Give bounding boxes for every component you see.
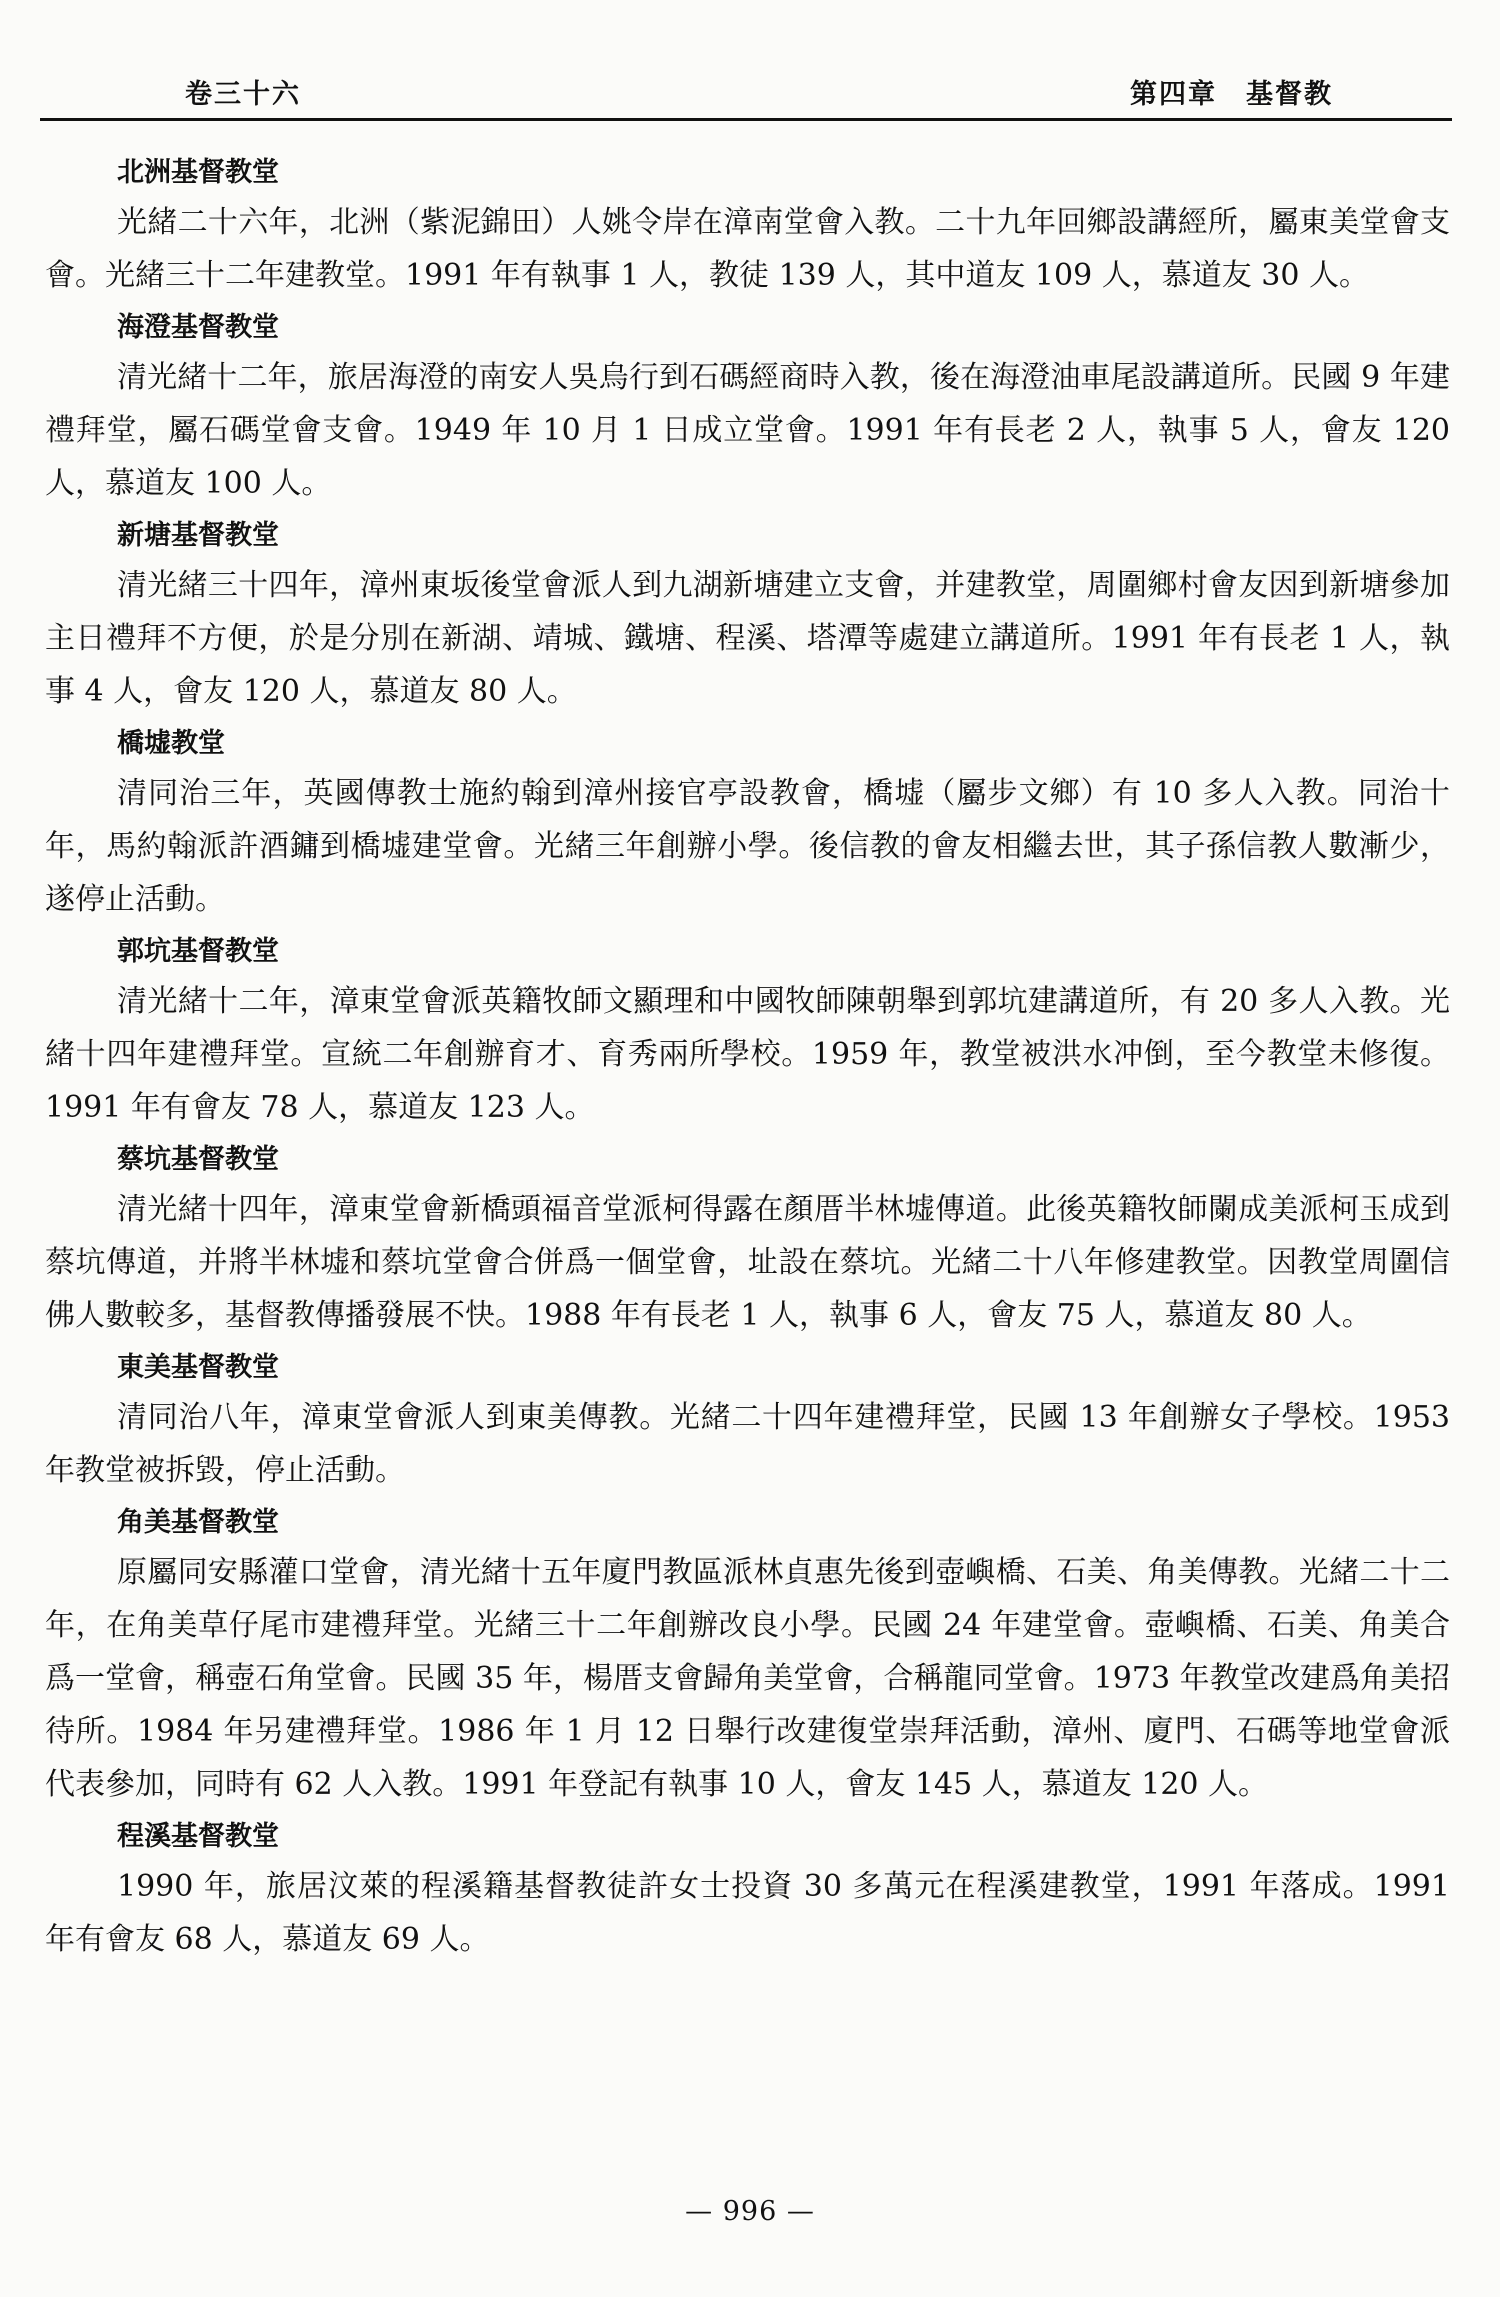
section-beizhou bbox=[45, 150, 1450, 302]
page-content bbox=[45, 150, 1450, 1969]
chapter-label: 第四章 基督教 bbox=[1130, 79, 1333, 110]
section-guokeng bbox=[45, 929, 1450, 1134]
section-title: 郭坑基督教堂 bbox=[117, 936, 279, 967]
section-xintang bbox=[45, 513, 1450, 718]
section-title: 新塘基督教堂 bbox=[117, 520, 279, 551]
section-title: 程溪基督教堂 bbox=[117, 1821, 279, 1852]
header-rule bbox=[40, 118, 1452, 121]
page-header bbox=[40, 64, 1452, 114]
section-body: 1990 年，旅居汶萊的程溪籍基督教徒許女士投資 30 多萬元在程溪建教堂，1991 年落成。1991 年有會友 68 人，慕道友 69 人。 bbox=[45, 1869, 1450, 1957]
section-body: 清光緒十二年，旅居海澄的南安人吳烏行到石碼經商時入教，後在海澄油車尾設講道所。民國 9 年建禮拜堂，屬石碼堂會支會。1949 年 10 月 1 日成立堂會。1991 年有長老 2 人，執事 5 人，會友 120 人，慕道友 100 人。 bbox=[45, 360, 1450, 501]
section-chengxi bbox=[45, 1814, 1450, 1966]
section-title: 角美基督教堂 bbox=[117, 1507, 279, 1538]
section-body: 原屬同安縣灌口堂會，清光緒十五年廈門教區派林貞惠先後到壺嶼橋、石美、角美傳教。光緒二十二年，在角美草仔尾市建禮拜堂。光緒三十二年創辦改良小學。民國 24 年建堂會。壺嶼橋、石美、角美合爲一堂會，稱壺石角堂會。民國 35 年，楊厝支會歸角美堂會，合稱龍同堂會。1973 年教堂改建爲角美招待所。1984 年另建禮拜堂。1986 年 1 月 12 日舉行改建復堂崇拜活動，漳州、廈門、石碼等地堂會派代表參加，同時有 62 人入教。1991 年登記有執事 10 人，會友 145 人，慕道友 120 人。 bbox=[45, 1555, 1450, 1802]
section-body: 清同治三年，英國傳教士施約翰到漳州接官亭設教會，橋墟（屬步文鄉）有 10 多人入教。同治十年，馬約翰派許酒鏞到橋墟建堂會。光緒三年創辦小學。後信教的會友相繼去世，其子孫信教人數漸少，遂停止活動。 bbox=[45, 776, 1450, 917]
page-number: — 996 — bbox=[685, 2196, 815, 2227]
section-dongmei bbox=[45, 1345, 1450, 1497]
volume-label: 卷三十六 bbox=[185, 79, 301, 110]
section-haicheng bbox=[45, 305, 1450, 510]
section-jiaomei bbox=[45, 1500, 1450, 1811]
section-body: 清光緒十四年，漳東堂會新橋頭福音堂派柯得露在顏厝半林墟傳道。此後英籍牧師闌成美派柯玉成到蔡坑傳道，并將半林墟和蔡坑堂會合併爲一個堂會，址設在蔡坑。光緒二十八年修建教堂。因教堂周圍信佛人數較多，基督教傳播發展不快。1988 年有長老 1 人，執事 6 人，會友 75 人，慕道友 80 人。 bbox=[45, 1192, 1450, 1333]
section-title: 蔡坑基督教堂 bbox=[117, 1144, 279, 1175]
section-body: 清光緒十二年，漳東堂會派英籍牧師文顯理和中國牧師陳朝舉到郭坑建講道所，有 20 多人入教。光緒十四年建禮拜堂。宣統二年創辦育才、育秀兩所學校。1959 年，教堂被洪水冲倒，至今教堂未修復。1991 年有會友 78 人，慕道友 123 人。 bbox=[45, 984, 1450, 1125]
section-body: 清同治八年，漳東堂會派人到東美傳教。光緒二十四年建禮拜堂，民國 13 年創辦女子學校。1953 年教堂被拆毀，停止活動。 bbox=[45, 1400, 1450, 1488]
section-caikeng bbox=[45, 1137, 1450, 1342]
section-body: 光緒二十六年，北洲（紫泥錦田）人姚令岸在漳南堂會入教。二十九年回鄉設講經所，屬東美堂會支會。光緒三十二年建教堂。1991 年有執事 1 人，教徒 139 人，其中道友 109 人，慕道友 30 人。 bbox=[45, 205, 1450, 293]
section-title: 橋墟教堂 bbox=[117, 728, 225, 759]
section-qiaoxu bbox=[45, 721, 1450, 926]
section-body: 清光緒三十四年，漳州東坂後堂會派人到九湖新塘建立支會，并建教堂，周圍鄉村會友因到新塘參加主日禮拜不方便，於是分別在新湖、靖城、鐵塘、程溪、塔潭等處建立講道所。1991 年有長老 1 人，執事 4 人，會友 120 人，慕道友 80 人。 bbox=[45, 568, 1450, 709]
section-title: 海澄基督教堂 bbox=[117, 312, 279, 343]
section-title: 北洲基督教堂 bbox=[117, 157, 279, 188]
section-title: 東美基督教堂 bbox=[117, 1352, 279, 1383]
